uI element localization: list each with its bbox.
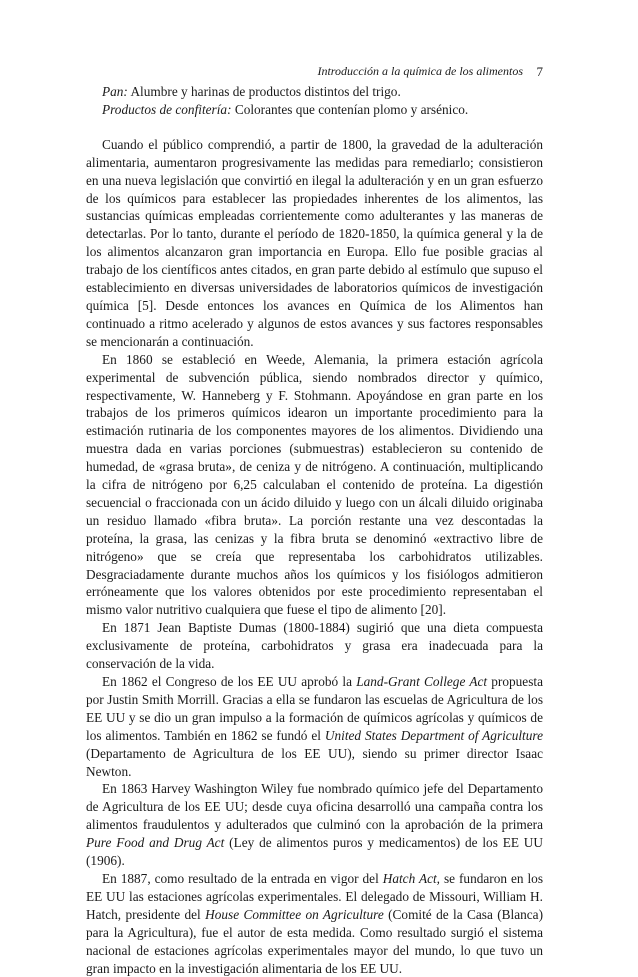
text-run: En 1887, como resultado de la entrada en vigor del bbox=[102, 870, 383, 886]
item-term: Pan: bbox=[102, 84, 128, 99]
paragraph bbox=[86, 870, 543, 977]
paragraph bbox=[86, 673, 543, 780]
text-run: (Ley de alimentos puros y medicamentos) de los EE UU (1906). bbox=[86, 835, 544, 869]
paragraph: En 1871 Jean Baptiste Dumas (1800-1884) sugirió que una dieta compuesta exclusivamente de proteína, carbohidratos y grasa era inadecuada para la conservación de la vida. bbox=[86, 620, 543, 672]
body-text bbox=[86, 83, 543, 977]
text-run: En 1863 Harvey Washington Wiley fue nombrado químico jefe del Departamento de Agricultura de los EE UU; desde cuya oficina desarrolló una campaña contra los alimentos fraudulentos y adulterados que culminó con la aprobación de la primera bbox=[86, 781, 543, 833]
text-run: se fundaron en los EE UU las estaciones agrícolas experimentales. El delegado de Missouri, William H. Hatch, presidente del bbox=[86, 870, 543, 922]
committee-name: House Committee on Agriculture bbox=[205, 906, 384, 922]
spacer bbox=[86, 119, 543, 136]
paragraph bbox=[86, 780, 543, 870]
law-title: Hatch Act, bbox=[382, 870, 440, 886]
text-run: En 1862 el Congreso de los EE UU aprobó la bbox=[102, 674, 357, 689]
text-run: (Comité de la Casa (Blanca) para la Agricultura), fue el autor de esta medida. Como resultado surgió el sistema nacional de estaciones agrícolas experimentales mayor del mundo, lo que tuvo un gran impacto en la investigación alimentaria de los EE UU. bbox=[86, 906, 543, 976]
text-run: propuesta por Justin Smith Morrill. Gracias a ella se fundaron las escuelas de Agricultura de los EE UU y se dio un gran impulso a la formación de químicos agrícolas y químicos de los alimentos. También en 1862 se fundó el bbox=[86, 674, 543, 743]
law-title: Land-Grant College Act bbox=[356, 674, 488, 689]
text-run: (Departamento de Agricultura de los EE UU), siendo su primer director Isaac Newton. bbox=[86, 745, 543, 779]
list-item bbox=[86, 83, 543, 101]
paragraph: Cuando el público comprendió, a partir de 1800, la gravedad de la adulteración alimentaria, aumentaron progresivamente las medidas para remediarlo; consistieron en una nueva legislación que convirtió en ilegal la adulteración y en un gran esfuerzo de los químicos para establecer las propiedades inherentes de los alimentos, las sustancias químicas empleadas corrientemente como adulterantes y las maneras de detectarlas. Por lo tanto, durante el período de 1820-1850, la química general y la de los alimentos alcanzaron gran importancia en Europa. Ello fue posible gracias al trabajo de los científicos antes citados, en gran parte debido al estímulo que supuso el establecimiento en diversas universidades de laboratorios químicos de investigación química [5]. Desde entonces los avances en Química de los Alimentos han continuado a ritmo acelerado y algunos de estos avances y sus factores responsables se mencionarán a continuación. bbox=[86, 136, 543, 349]
item-text: Colorantes que contenían plomo y arsénico. bbox=[231, 101, 469, 117]
running-title: Introducción a la química de los alimentos bbox=[317, 64, 523, 78]
agency-name: United States Department of Agriculture bbox=[324, 727, 543, 743]
page-number: 7 bbox=[536, 64, 543, 79]
law-title: Pure Food and Drug Act bbox=[86, 835, 225, 851]
item-term: Productos de confitería: bbox=[102, 101, 232, 117]
paragraph: En 1860 se estableció en Weede, Alemania, la primera estación agrícola experimental de subvención pública, siendo nombrados director y químico, respectivamente, W. Hanneberg y F. Stohmann. Apoyándose en gran parte en los trabajos de los primeros químicos idearon un importante procedimiento para la estimación rutinaria de los componentes mayores de los alimentos. Dividiendo una muestra dada en varias porciones (submuestras) establecieron su contenido de humedad, de «grasa bruta», de ceniza y de nitrógeno. A continuación, multiplicando la cifra de nitrógeno por 6,25 calculaban el contenido de proteína. La digestión secuencial o fraccionada con un ácido diluido y luego con un álcali diluido originaba un residuo llamado «fibra bruta». La porción restante una vez descontadas la proteína, la grasa, las cenizas y la fibra bruta se denominó «extractivo libre de nitrógeno» que se creía que representaba los carbohidratos utilizables. Desgraciadamente durante muchos años los químicos y los fisiólogos admitieron erróneamente que los valores obtenidos por este procedimiento representaban el mismo valor nutritivo cualquiera que fuese el tipo de alimento [20]. bbox=[86, 351, 543, 618]
list-item bbox=[86, 101, 543, 119]
item-text: Alumbre y harinas de productos distintos del trigo. bbox=[127, 84, 401, 99]
running-header bbox=[86, 64, 543, 82]
